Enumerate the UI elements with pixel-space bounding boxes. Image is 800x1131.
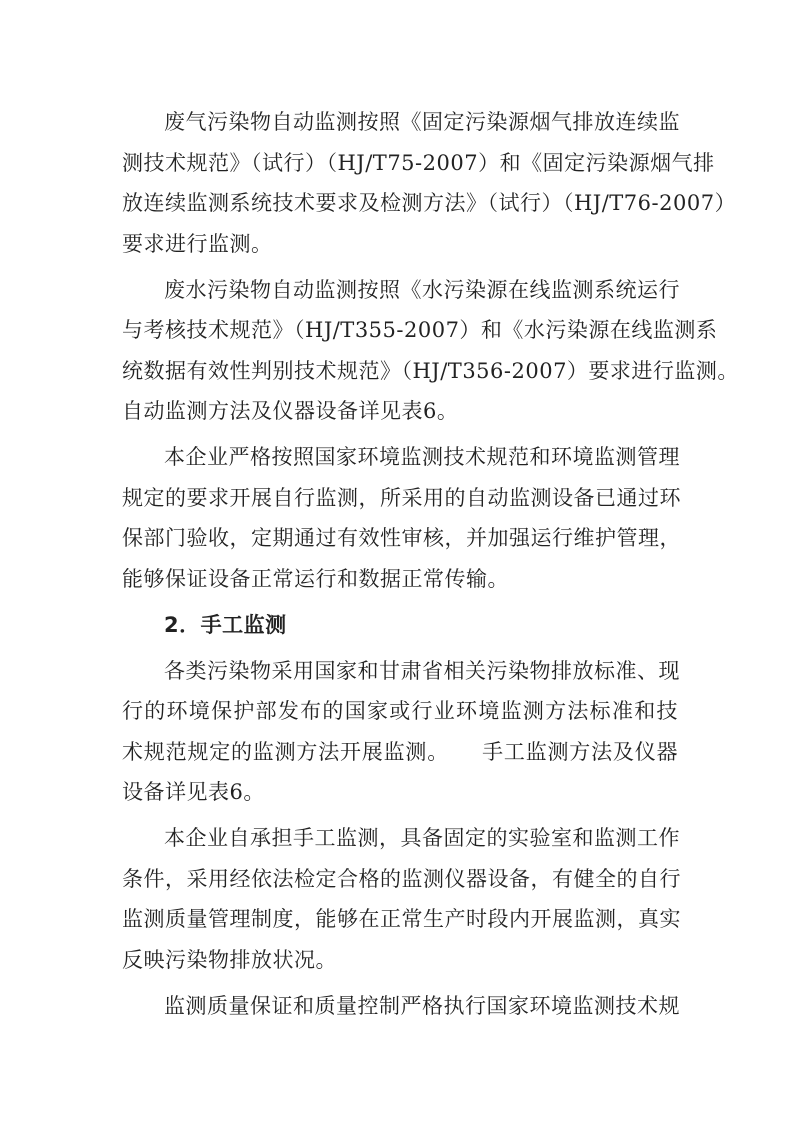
text-line: 行的环境保护部发布的国家或行业环境监测方法标准和技 <box>122 699 678 723</box>
text-line: 监测质量保证和质量控制严格执行国家环境监测技术规 <box>164 993 680 1018</box>
text-line: 自动监测方法及仪器设备详见表6。 <box>122 399 459 423</box>
text-line: 监测质量管理制度，能够在正常生产时段内开展监测，真实 <box>122 907 681 931</box>
paragraph <box>122 437 681 599</box>
text-line: 本企业严格按照国家环境监测技术规范和环境监测管理 <box>164 445 680 469</box>
text-line: 能够保证设备正常运行和数据正常传输。 <box>122 566 509 591</box>
text-line: 各类污染物采用国家和甘肃省相关污染物排放标准、现 <box>164 658 680 683</box>
paragraph <box>122 818 681 980</box>
text-line: 测技术规范》（试行）（HJ/T75-2007）和《固定污染源烟气排 <box>122 150 715 175</box>
text-line: 反映污染物排放状况。 <box>122 947 337 972</box>
section-heading <box>122 605 678 646</box>
paragraph <box>122 270 739 432</box>
text-line: 本企业自承担手工监测，具备固定的实验室和监测工作 <box>164 826 680 850</box>
paragraph <box>122 651 678 813</box>
text-line: 放连续监测系统技术要求及检测方法》（试行）（HJ/T76-2007） <box>122 191 737 215</box>
paragraph <box>122 986 678 1027</box>
text-line: 保部门验收，定期通过有效性审核，并加强运行维护管理， <box>122 526 681 550</box>
text-line: 废水污染物自动监测按照《水污染源在线监测系统运行 <box>164 277 680 302</box>
text-line: 规定的要求开展自行监测，所采用的自动监测设备已通过环 <box>122 485 681 510</box>
text-line: 废气污染物自动监测按照《固定污染源烟气排放连续监 <box>164 110 680 134</box>
text-line: 条件，采用经依法检定合格的监测仪器设备，有健全的自行 <box>122 866 681 891</box>
text-line: 术规范规定的监测方法开展监测。 手工监测方法及仪器 <box>122 739 678 764</box>
document-body <box>122 102 739 1032</box>
text-line: 要求进行监测。 <box>122 231 273 256</box>
text-line: 与考核技术规范》（HJ/T355-2007）和《水污染源在线监测系 <box>122 318 718 342</box>
text-line: 统数据有效性判别技术规范》（HJ/T356-2007）要求进行监测。 <box>122 358 739 383</box>
text-line: 2．手工监测 <box>164 612 287 637</box>
text-line: 设备详见表6。 <box>122 780 265 804</box>
paragraph <box>122 102 737 264</box>
